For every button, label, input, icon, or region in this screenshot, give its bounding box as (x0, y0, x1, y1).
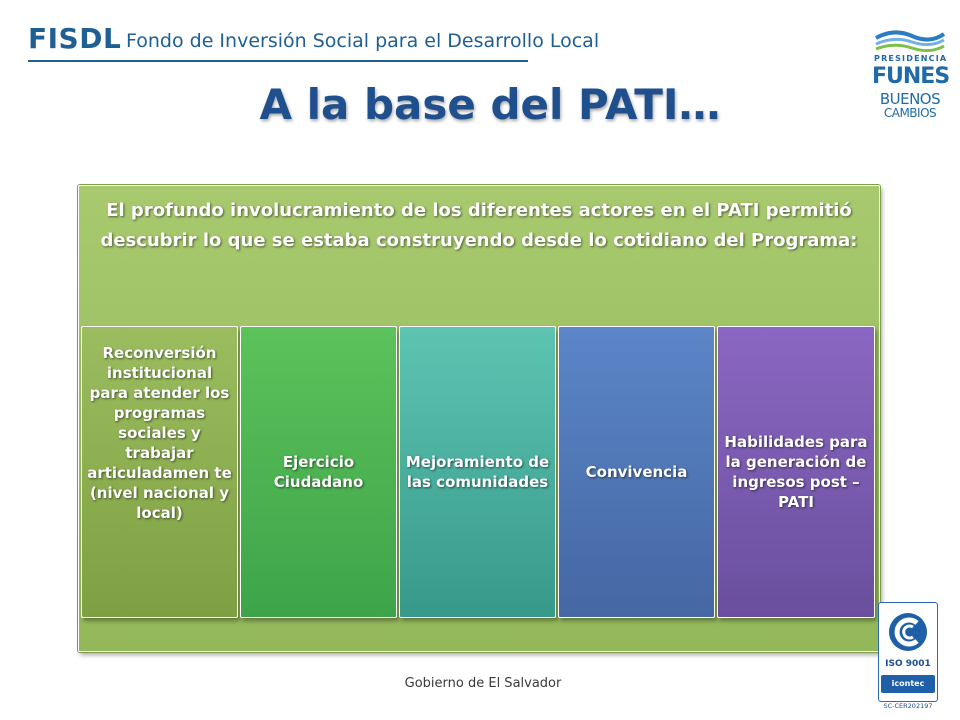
panel-intro-text: El profundo involucramiento de los diferentes actores en el PATI permitió descubrir lo que se estaba construyendo desde lo cotidiano del Programa: (100, 200, 858, 251)
presidency-logo (868, 28, 948, 120)
footer-text: Gobierno de El Salvador (404, 676, 562, 691)
box-convivencia (558, 326, 715, 618)
fisdl-full-name: Fondo de Inversión Social para el Desarrollo Local (126, 30, 600, 52)
presidency-funes: FUNES (872, 64, 950, 89)
presidency-cambios: CAMBIOS (883, 106, 937, 120)
presidency-label: PRESIDENCIA (874, 54, 948, 63)
presidency-buenos: BUENOS (879, 90, 941, 108)
iso-certification-badge (878, 602, 938, 714)
box-label: Convivencia (585, 463, 688, 481)
header-underline (28, 60, 528, 62)
iso-standard: ISO 9001 (885, 659, 931, 669)
box-label: Reconversión institucional para atender los programas sociales y trabajar articuladamen te (nivel nacional y local) (87, 344, 232, 522)
pati-panel (78, 185, 880, 652)
fisdl-logo (28, 20, 600, 64)
box-habilidades-ingresos (717, 326, 875, 618)
flag-waves-icon (874, 28, 946, 52)
box-ejercicio-ciudadano (240, 326, 397, 618)
box-reconversion-institucional (81, 326, 238, 618)
box-mejoramiento-comunidades (399, 326, 556, 618)
certification-seal-icon (887, 611, 929, 653)
box-label: Ejercicio Ciudadano (273, 453, 364, 491)
box-label: Mejoramiento de las comunidades (405, 453, 550, 491)
icontec-label: icontec (881, 675, 935, 693)
box-label: Habilidades para la generación de ingresos post – PATI (724, 433, 868, 511)
fisdl-acronym: FISDL (28, 22, 122, 55)
slide-title: A la base del PATI… (259, 80, 721, 129)
certificate-code: SC-CER202197 (883, 702, 933, 710)
